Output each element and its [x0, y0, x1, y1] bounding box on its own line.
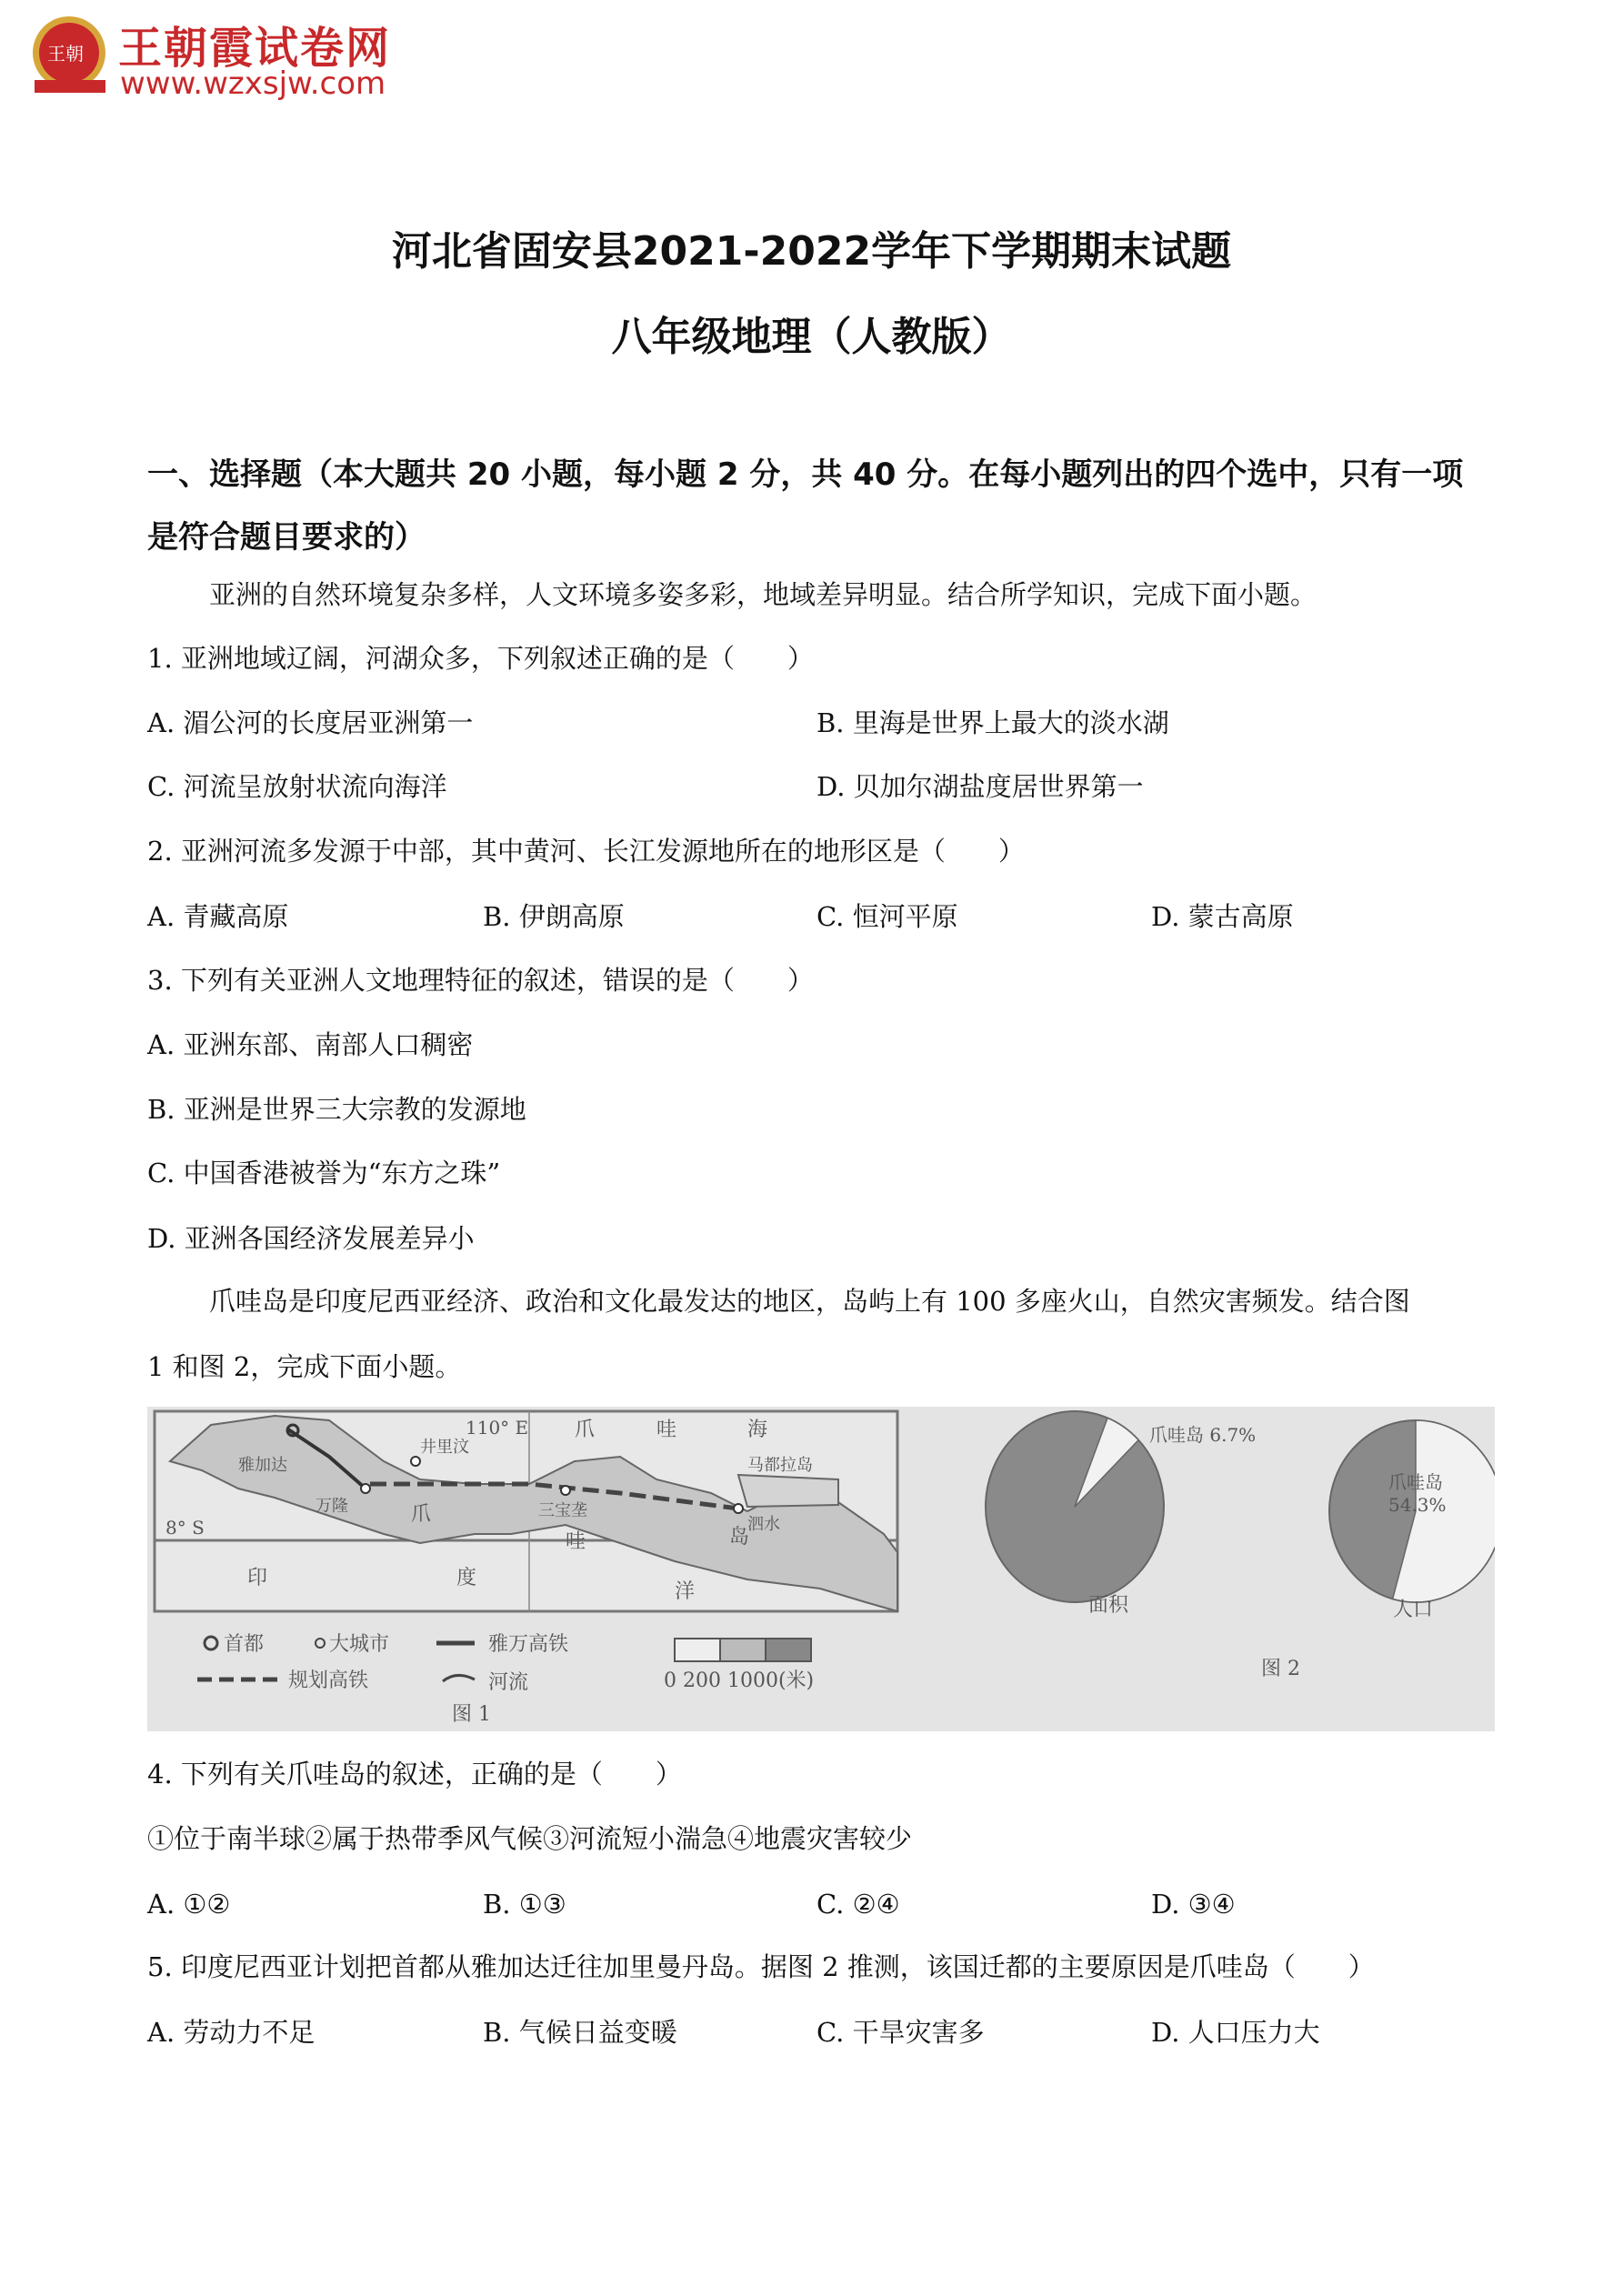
page-subtitle: 八年级地理（人教版） — [611, 314, 1012, 360]
island-label: 爪 — [411, 1503, 432, 1526]
q3-stem: 3. 下列有关亚洲人文地理特征的叙述，错误的是（ ） — [147, 965, 814, 996]
q5-stem: 5. 印度尼西亚计划把首都从雅加达迁往加里曼丹岛。据图 2 推测，该国迁都的主要原因是爪哇岛（ ） — [147, 1951, 1375, 1982]
legend-hsr: 雅万高铁 — [488, 1633, 569, 1656]
brand-name: 王朝霞试卷网 — [118, 23, 392, 74]
page-title: 河北省固安县2021-2022学年下学期期末试题 — [391, 228, 1232, 275]
q2-stem: 2. 亚洲河流多发源于中部，其中黄河、长江发源地所在的地形区是（ ） — [147, 836, 1025, 867]
q2-option-c: C. 恒河平原 — [817, 901, 958, 932]
q4-option-c: C. ②④ — [817, 1889, 900, 1920]
map-figure-1 — [155, 1411, 897, 1611]
badge-icon — [27, 9, 115, 100]
lon-label: 110° E — [466, 1417, 529, 1439]
legend-planned: 规划高铁 — [288, 1669, 369, 1692]
city-label: 万隆 — [316, 1497, 348, 1516]
svg-text:王朝: 王朝 — [47, 43, 84, 65]
q4-option-d: D. ③④ — [1151, 1889, 1236, 1920]
pie-area-slice-label: 爪哇岛 6.7% — [1149, 1424, 1257, 1446]
q2-option-b: B. 伊朗高原 — [483, 901, 625, 932]
ocean-label: 洋 — [675, 1580, 696, 1603]
q4-stem: 4. 下列有关爪哇岛的叙述，正确的是（ ） — [147, 1759, 682, 1790]
legend-city: 大城市 — [329, 1633, 390, 1656]
ocean-label: 印 — [247, 1567, 268, 1589]
figure2-caption: 图 2 — [1261, 1658, 1300, 1680]
sea-label: 爪 — [575, 1419, 596, 1441]
q3-option-c: C. 中国香港被誉为“东方之珠” — [147, 1158, 501, 1188]
figure-java — [147, 1407, 1495, 1731]
q1-option-a: A. 湄公河的长度居亚洲第一 — [147, 707, 474, 738]
site-logo[interactable] — [27, 9, 409, 100]
q3-option-b: B. 亚洲是世界三大宗教的发源地 — [147, 1094, 526, 1125]
section-heading: 一、选择题（本大题共 20 小题，每小题 2 分，共 40 分。在每小题列出的四个选中，只有一项 — [147, 456, 1464, 493]
q3-option-a: A. 亚洲东部、南部人口稠密 — [147, 1029, 474, 1060]
section-heading-cont: 是符合题目要求的） — [147, 519, 426, 556]
q4-option-b: B. ①③ — [483, 1889, 566, 1920]
city-label: 三宝垄 — [538, 1501, 587, 1520]
city-label: 雅加达 — [238, 1456, 287, 1475]
q2-option-a: A. 青藏高原 — [147, 901, 289, 932]
q3-option-d: D. 亚洲各国经济发展差异小 — [147, 1223, 475, 1254]
ocean-label: 度 — [456, 1567, 477, 1589]
q2-option-d: D. 蒙古高原 — [1151, 901, 1294, 932]
q1-option-d: D. 贝加尔湖盐度居世界第一 — [817, 771, 1144, 802]
q5-option-b: B. 气候日益变暖 — [483, 2017, 677, 2048]
madura-island-shape — [738, 1475, 838, 1507]
q5-option-c: C. 干旱灾害多 — [817, 2017, 985, 2048]
intro-text: 亚洲的自然环境复杂多样，人文环境多姿多彩，地域差异明显。结合所学知识，完成下面小题。 — [209, 579, 1317, 610]
q1-stem: 1. 亚洲地域辽阔，河湖众多，下列叙述正确的是（ ） — [147, 643, 814, 674]
q4-option-a: A. ①② — [147, 1889, 231, 1920]
legend-river: 河流 — [488, 1671, 529, 1694]
pie-population-slice-label: 爪哇岛 — [1388, 1471, 1443, 1493]
sea-label: 海 — [747, 1419, 768, 1441]
q1-option-c: C. 河流呈放射状流向海洋 — [147, 771, 447, 802]
q4-items: ①位于南半球②属于热带季风气候③河流短小湍急④地震灾害较少 — [147, 1823, 913, 1854]
pie-area-label: 面积 — [1088, 1594, 1129, 1617]
pie-population-slice-value: 54.3% — [1388, 1494, 1447, 1516]
capital-legend-icon — [205, 1637, 217, 1649]
map-legend — [197, 1633, 814, 1726]
city-legend-icon — [316, 1639, 325, 1648]
river-legend-icon — [443, 1675, 475, 1681]
intro2-text-cont: 1 和图 2，完成下面小题。 — [147, 1351, 462, 1382]
q1-option-b: B. 里海是世界上最大的淡水湖 — [817, 707, 1169, 738]
q5-option-a: A. 劳动力不足 — [147, 2017, 316, 2048]
city-label: 马都拉岛 — [747, 1456, 813, 1475]
sea-label: 哇 — [656, 1419, 677, 1441]
site-url: www.wzxsjw.com — [120, 65, 386, 102]
island-label: 岛 — [729, 1526, 750, 1549]
pie-population-label: 人口 — [1393, 1599, 1434, 1621]
city-label: 泗水 — [747, 1515, 780, 1534]
q5-option-d: D. 人口压力大 — [1151, 2017, 1320, 2048]
city-label: 井里汶 — [420, 1438, 469, 1457]
island-label: 哇 — [566, 1530, 586, 1553]
legend-capital: 首都 — [224, 1633, 265, 1656]
legend-scale: 0 200 1000(米) — [664, 1669, 815, 1692]
intro2-text: 爪哇岛是印度尼西亚经济、政治和文化最发达的地区，岛屿上有 100 多座火山，自然灾害频发。结合图 — [209, 1286, 1410, 1317]
lat-label: 8° S — [165, 1517, 205, 1539]
figure1-caption: 图 1 — [452, 1703, 491, 1726]
